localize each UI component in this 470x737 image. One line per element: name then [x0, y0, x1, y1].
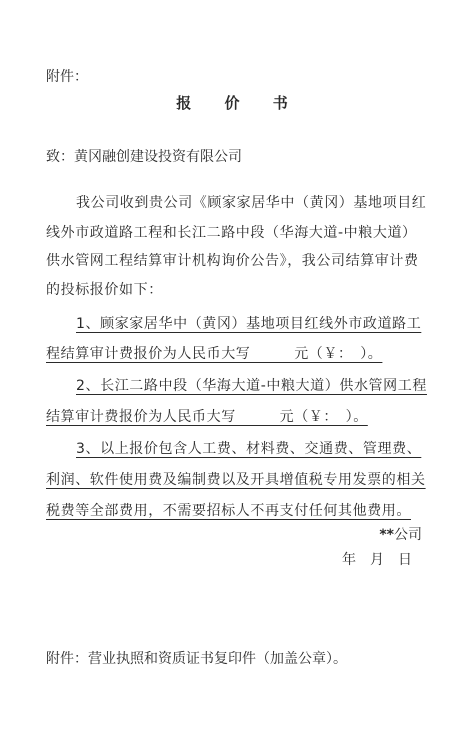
body-line-1: 我公司收到贵公司《顾家家居华中（黄冈）基地项目红: [76, 195, 427, 211]
signature-date: 年 月 日: [342, 552, 412, 568]
quote-item-3-line-2: 利润、软件使用费及编制费以及开具增值税专用发票的相关: [46, 472, 426, 488]
quote-item-2-line-2: 结算审计费报价为人民币大写 元（￥： ）。: [46, 409, 368, 425]
attachment-note: 附件：营业执照和资质证书复印件（加盖公章）。: [46, 651, 347, 667]
page-title: 报 价 书: [176, 94, 302, 112]
signature-company: [379, 524, 422, 544]
attachment-label: 附件：: [46, 69, 88, 85]
body-line-2: 线外市政道路工程和长江二路中段（华海大道-中粮大道）: [46, 225, 417, 241]
recipient-line: 致：黄冈融创建设投资有限公司: [46, 149, 242, 165]
body-line-4: 的投标报价如下：: [46, 282, 163, 298]
quote-item-3-line-1: 3、以上报价包含人工费、材料费、交通费、管理费、: [76, 441, 422, 457]
body-line-3: 供水管网工程结算审计机构询价公告》，我公司结算审计费: [46, 253, 419, 269]
quote-item-1-line-2: 程结算审计费报价为人民币大写 元（￥： ）。: [46, 346, 383, 362]
quote-item-1-line-1: 1、顾家家居华中（黄冈）基地项目红线外市政道路工: [76, 316, 422, 332]
company-suffix: 公司: [394, 527, 422, 543]
quote-item-3-line-3: 税费等全部费用，不需要招标人不再支付任何其他费用。: [46, 503, 411, 519]
company-name-mask: **: [379, 527, 394, 543]
quote-item-2-line-1: 2、长江二路中段（华海大道-中粮大道）供水管网工程: [76, 378, 427, 394]
